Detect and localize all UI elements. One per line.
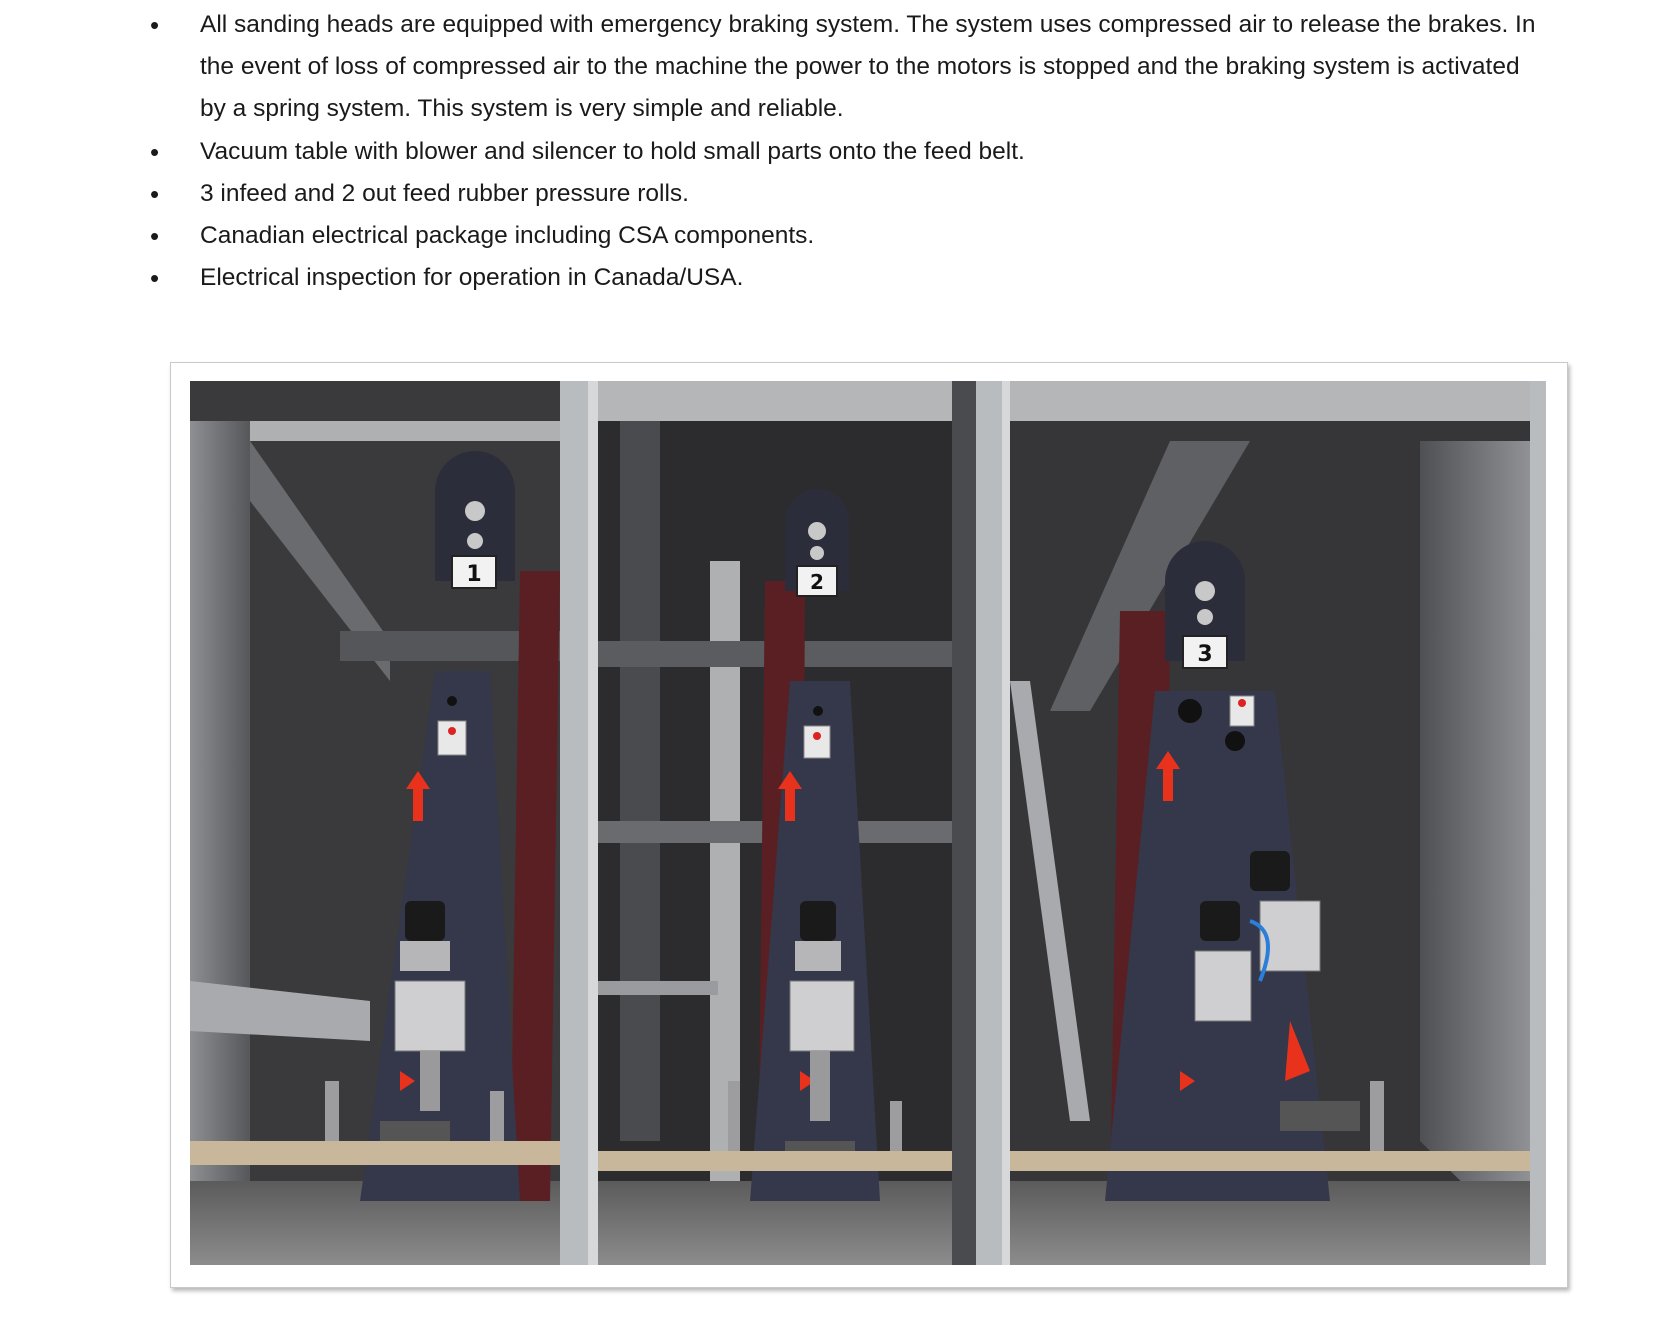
list-item: • Canadian electrical package including CSA components. <box>150 215 1550 257</box>
head-number-2: 2 <box>810 570 824 594</box>
head-number-3: 3 <box>1197 642 1213 667</box>
frame-column <box>952 381 976 1265</box>
list-item: • Vacuum table with blower and silencer to hold small parts onto the feed belt. <box>150 131 1550 173</box>
list-item: • Electrical inspection for operation in Canada/USA. <box>150 257 1550 299</box>
sanding-head-2 <box>598 381 958 1265</box>
sanding-head-1 <box>190 381 590 1265</box>
sanding-head-3 <box>1010 381 1546 1265</box>
sanding-heads-illustration <box>190 381 1546 1265</box>
feature-list <box>150 4 1550 299</box>
list-item: • All sanding heads are equipped with emergency braking system. The system uses compressed air to release the brakes. In the event of loss of compressed air to the machine the power to the motors is stopped and the braking system is activated by a spring system. This system is very simple and reliable. <box>150 4 1550 130</box>
photo-frame <box>170 362 1568 1288</box>
list-item: • 3 infeed and 2 out feed rubber pressure rolls. <box>150 173 1550 215</box>
sanding-heads-photo <box>190 381 1546 1265</box>
head-number-1: 1 <box>466 562 482 587</box>
